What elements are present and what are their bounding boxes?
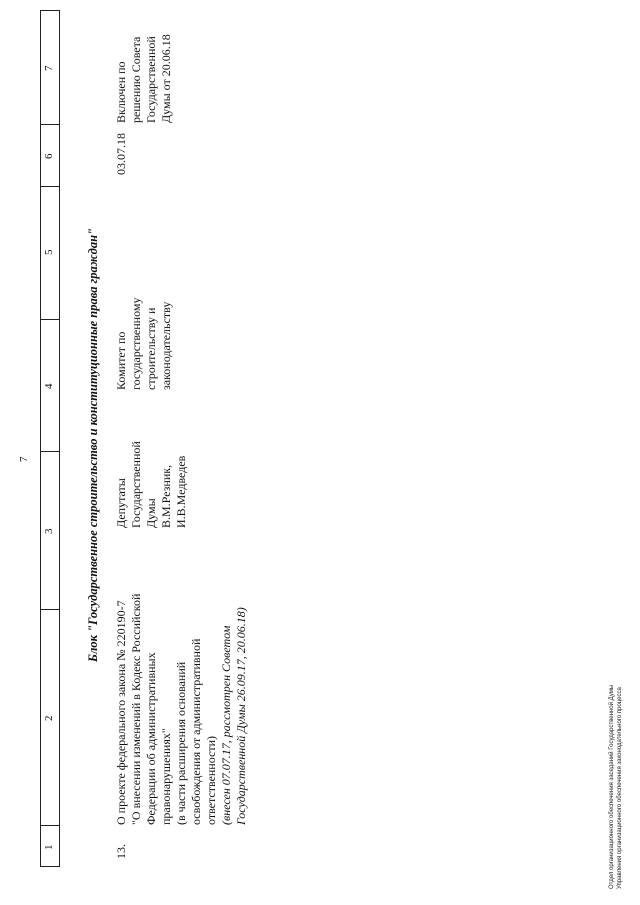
header-divider	[40, 319, 60, 320]
header-divider	[40, 124, 60, 125]
authors-line: Депутаты	[114, 478, 128, 528]
authors-line: И.В.Медведев	[174, 455, 188, 528]
date-value: 03.07.18	[114, 133, 128, 175]
bill-title-line: О проекте федерального закона № 220190-7	[114, 600, 128, 825]
bill-authors	[114, 441, 189, 528]
column-number-1: 1	[43, 844, 55, 850]
bill-title-line: ответственности)	[204, 735, 218, 825]
footer-line: Управления организационного обеспечения законодательного процесса	[617, 687, 623, 889]
column-number-3: 3	[43, 528, 55, 534]
committee-line: законодательству	[159, 301, 173, 390]
bill-note-line: Государственной Думы 26.09.17, 20.06.18)	[234, 607, 248, 825]
authors-line: Государственной	[129, 441, 143, 528]
bill-title	[114, 594, 249, 825]
header-divider	[40, 609, 60, 610]
status-text	[114, 34, 174, 123]
committee-line: Комитет по	[114, 331, 128, 390]
block-title: Блок "Государственное строительство и конституционные права граждан"	[86, 228, 100, 662]
header-divider	[40, 186, 60, 187]
column-number-5: 5	[43, 249, 55, 255]
authors-line: Думы	[144, 498, 158, 528]
status-line: Включен по	[114, 61, 128, 123]
bill-title-line: (в части расширения оснований	[174, 661, 188, 825]
column-number-6: 6	[43, 153, 55, 159]
committee-line: строительству и	[144, 307, 158, 390]
bill-title-line: Федерации об административных	[144, 652, 158, 825]
header-divider	[40, 825, 60, 826]
committee-line: государственному	[129, 297, 143, 390]
page-number: 7	[18, 456, 30, 462]
column-number-4: 4	[43, 383, 55, 389]
header-box	[40, 10, 60, 867]
header-divider	[40, 451, 60, 452]
column-number-2: 2	[43, 715, 55, 721]
bill-title-line: правонарушениях"	[159, 728, 173, 825]
bill-note-line: (внесен 07.07.17, рассмотрен Советом	[219, 625, 233, 825]
status-line: Думы от 20.06.18	[159, 34, 173, 123]
status-line: решению Совета	[129, 36, 143, 123]
column-number-7: 7	[43, 65, 55, 71]
footer	[608, 685, 624, 889]
bill-title-line: "О внесении изменений в Кодекс Российской	[129, 593, 143, 825]
responsible-committee	[114, 298, 174, 390]
row-number: 13.	[114, 844, 128, 859]
authors-line: В.М.Резник,	[159, 464, 173, 528]
status-line: Государственной	[144, 36, 158, 123]
footer-line: Отдел организационного обеспечения заседаний Государственной Думы	[609, 684, 615, 889]
bill-title-line: освобождения от административной	[189, 638, 203, 825]
